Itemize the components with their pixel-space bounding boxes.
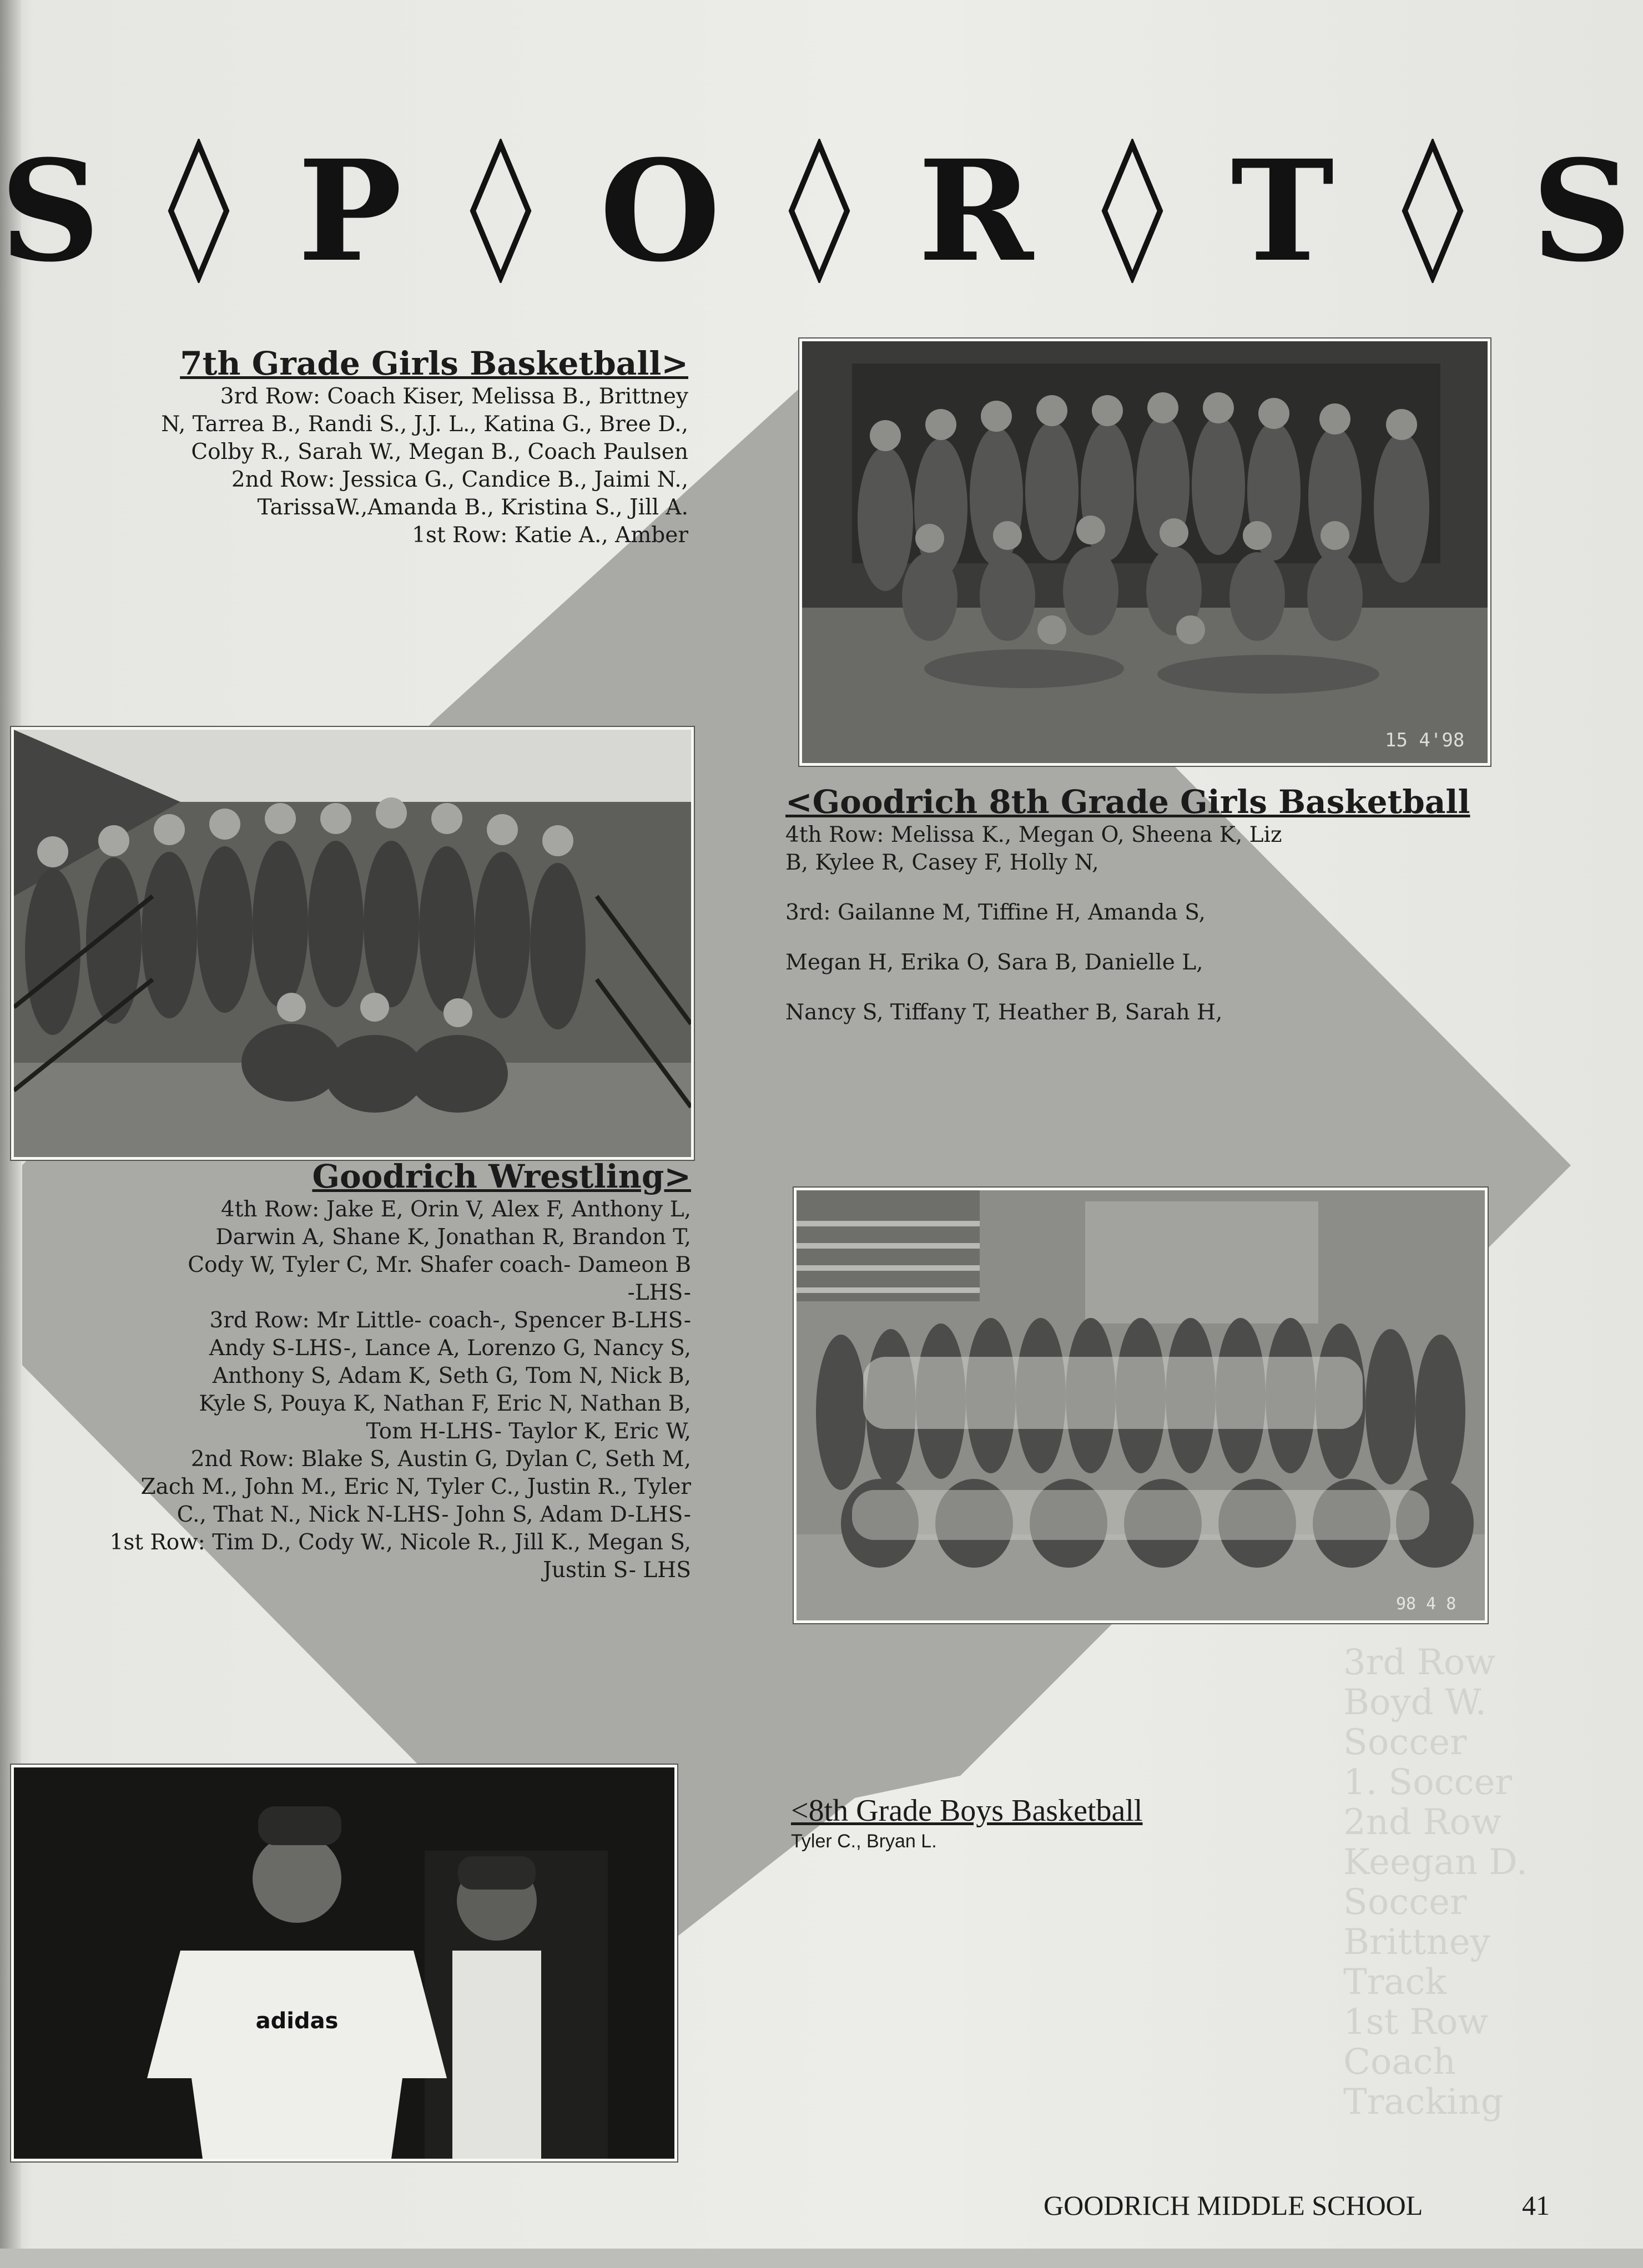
caption-line: 3rd Row: Mr Little- coach-, Spencer B-LHS- (209, 1308, 691, 1333)
caption-line: N, Tarrea B., Randi S., J.J. L., Katina G., Bree D., (161, 412, 688, 437)
caption-line: Anthony S, Adam K, Seth G, Tom N, Nick B, (212, 1363, 691, 1388)
diamond-ornament-icon (1399, 139, 1466, 283)
caption-line: Megan H, Erika O, Sara B, Danielle L, (785, 950, 1203, 975)
title-letter: S (0, 129, 100, 292)
caption-line: Darwin A, Shane K, Jonathan R, Brandon T, (215, 1225, 691, 1250)
caption-8th-grade-boys (791, 1792, 1291, 1853)
bleed-through-text: 3rd Row Boyd W. Soccer 1. Soccer 2nd Row Keegan D. Soccer Brittney Track 1st Row Coach Tracking (1343, 1642, 1528, 2123)
caption-line: 2nd Row: Blake S, Austin G, Dylan C, Seth M, (190, 1447, 691, 1472)
caption-title: 7th Grade Girls Basketball> (180, 345, 688, 382)
caption-line: Andy S-LHS-, Lance A, Lorenzo G, Nancy S, (209, 1336, 691, 1361)
photo-wrestling-stairs (11, 727, 694, 1160)
title-letter: R (918, 129, 1034, 292)
title-letter: O (599, 129, 721, 292)
caption-line: -LHS- (627, 1280, 691, 1305)
photo-wrestling-team (794, 1188, 1488, 1623)
caption-line: 1st Row: Katie A., Amber (412, 523, 688, 548)
caption-line: 4th Row: Jake E, Orin V, Alex F, Anthony L, (220, 1197, 691, 1222)
caption-wrestling (56, 1157, 691, 1584)
caption-title: <8th Grade Boys Basketball (791, 1794, 1143, 1828)
caption-line: Tom H-LHS- Taylor K, Eric W, (366, 1419, 691, 1444)
caption-line: 1st Row: Tim D., Cody W., Nicole R., Jill K., Megan S, (109, 1530, 691, 1555)
title-letter: S (1531, 129, 1632, 292)
caption-8th-grade-girls (785, 782, 1507, 1027)
caption-title: Goodrich Wrestling> (312, 1158, 691, 1195)
photo-boys-basketball (11, 1765, 677, 2161)
caption-line: Colby R., Sarah W., Megan B., Coach Paulsen (191, 440, 688, 464)
shirt-logo-text: adidas (255, 2008, 339, 2034)
photo-girls-basketball-gym (799, 339, 1490, 766)
caption-line: 4th Row: Melissa K., Megan O, Sheena K, Liz (785, 822, 1282, 847)
caption-line: Kyle S, Pouya K, Nathan F, Eric N, Nathan B, (199, 1391, 691, 1416)
caption-line: Zach M., John M., Eric N, Tyler C., Justin R., Tyler (140, 1474, 691, 1499)
diamond-ornament-icon (165, 139, 232, 283)
page-number: 41 (1522, 2190, 1550, 2221)
caption-line: Cody W, Tyler C, Mr. Shafer coach- Dameon B (188, 1252, 691, 1277)
page-bottom-edge (0, 2249, 1643, 2268)
caption-7th-grade-girls (111, 344, 688, 549)
diamond-ornament-icon (467, 139, 534, 283)
caption-line: B, Kylee R, Casey F, Holly N, (785, 850, 1099, 875)
caption-line: TarissaW.,Amanda B., Kristina S., Jill A. (257, 495, 688, 520)
caption-line: Tyler C., Bryan L. (791, 1831, 937, 1852)
caption-line: 2nd Row: Jessica G., Candice B., Jaimi N., (231, 467, 688, 492)
photo-date-stamp: 98 4 8 (1396, 1594, 1456, 1614)
caption-line: Nancy S, Tiffany T, Heather B, Sarah H, (785, 1000, 1223, 1025)
caption-title: <Goodrich 8th Grade Girls Basketball (785, 783, 1470, 821)
diamond-ornament-icon (1099, 139, 1166, 283)
diamond-ornament-icon (786, 139, 853, 283)
photo-date-stamp: 15 4'98 (1385, 729, 1465, 751)
caption-line: Justin S- LHS (543, 1558, 691, 1583)
sports-title (0, 129, 1643, 292)
title-letter: P (298, 129, 402, 292)
title-letter: T (1231, 129, 1334, 292)
caption-line: 3rd Row: Coach Kiser, Melissa B., Brittney (220, 384, 688, 409)
footer-school-name: GOODRICH MIDDLE SCHOOL (1044, 2190, 1423, 2221)
caption-line: C., That N., Nick N-LHS- John S, Adam D-LHS- (177, 1502, 691, 1527)
caption-line: 3rd: Gailanne M, Tiffine H, Amanda S, (785, 900, 1206, 925)
